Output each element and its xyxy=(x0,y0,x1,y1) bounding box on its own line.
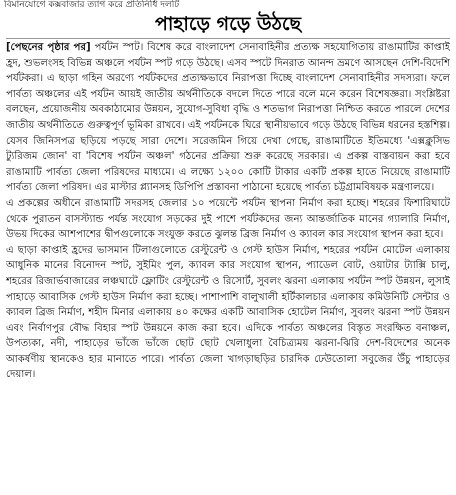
article-body xyxy=(6,40,450,492)
article-paragraph-3: এ ছাড়া কাপ্তাই হ্রদের ভাসমান টিলাগুলোতে রেস্টুরেন্ট ও গেস্ট হাউস নির্মাণ, শহরের পর্যটন মোটেল এলাকায় আধুনিক মানের বিনোদন স্পট, সুইমিং পুল, ক্যাবল কার সংযোগ স্থাপন, প্যাডেল বোট, ওয়াটার ট্যাক্সি চালু, শহরের রিজার্ভবাজারের লঞ্চঘাটে ফ্লোটিং রেস্টুরেন্ট ও রিসোর্ট, সুবলং ঝরনা এলাকায় পর্যটন স্পট উন্নয়ন, লুসাই পাহাড়ে আবাসিক গেস্ট হাউস নির্মাণ করা হচ্ছে। পাশাপাশি বালুখালী হর্টিকালচার এলাকায় কমিউনিটি সেন্টার ও ক্যাবল ব্রিজ নির্মাণ, শহীদ মিনার এলাকায় ৪০ কক্ষের একটি আবাসিক হোটেল নির্মাণ, সুবলং ঝরনা স্পট উন্নয়ন এবং নির্বাণপুর বৌদ্ধ বিহার স্পট উন্নয়নে কাজ করা হবে। এদিকে পার্বত্য অঞ্চলের বিস্তৃত সংরক্ষিত বনাঞ্চল, উপত্যকা, নদী, পাহাড়ের ভাঁজে ভাঁজে ছোট ছোট খেলাধুলা বৈচিত্র্যময় ঝরনা-ঝিরি দেশ-বিদেশের অনেক আকর্ষণীয় স্থানকেও হার মানাতে পারে। পার্বত্য জেলা খাগড়াছড়ির চারদিক ঢেউতোলা সবুজের উঁচু পাহাড়ের দেয়াল। xyxy=(6,244,450,381)
article-headline: পাহাড়ে গড়ে উঠছে xyxy=(154,13,302,35)
article-paragraph-1 xyxy=(6,40,450,196)
continued-tag: [পেছনের পৃষ্ঠার পর] xyxy=(6,42,91,53)
paragraph-1-text: পর্যটন স্পট। বিশেষ করে বাংলাদেশ সেনাবাহিনীর প্রত্যক্ষ সহযোগিতায় রাঙামাটির কাপ্তাই হ্রদ, শুভলংসহ বিভিন্ন অঞ্চলে পর্যটন স্পট গড়ে উঠছে। এসব স্পটে দিনরাত আনন্দ ভ্রমণে আসছেন দেশি-বিদেশি পর্যটকরা। এ ছাড়া গহিন অরণ্যে পর্যটকদের প্রত্যক্ষভাবে নিরাপত্তা দিচ্ছে বাংলাদেশ সেনাবাহিনীর সদস্যরা। ফলে পার্বত্য অঞ্চলের এই পর্যটন আয়ই জাতীয় অর্থনীতিকে বদলে দিতে পারে বলে মনে করেন বিশেষজ্ঞরা। সংশ্লিষ্টরা বলছেন, প্রয়োজনীয় অবকাঠামোর উন্নয়ন, সুযোগ-সুবিধা বৃদ্ধি ও শতভাগ নিরাপত্তা নিশ্চিত করতে পারলে দেশের জাতীয় অর্থনীতিতে গুরুত্বপূর্ণ ভূমিকা রাখবে। এই পর্যটনকে ঘিরে স্থানীয়ভাবে গড়ে উঠছে বিভিন্ন ধরনের হস্তশিল্প। যেসব জিনিসপত্র ছড়িয়ে পড়ছে সারা দেশে। সরেজমিন গিয়ে দেখা গেছে, রাঙামাটিতে ইতিমধ্যে 'এক্সক্লুসিভ ট্যুরিজম জোন' বা 'বিশেষ পর্যটন অঞ্চল' গঠনের প্রক্রিয়া শুরু করেছে সরকার। এ প্রকল্প বাস্তবায়ন করা হবে রাঙামাটি পার্বত্য জেলা পরিষদের মাধ্যমে। এ লক্ষ্যে ১২০০ কোটি টাকার একটি প্রকল্প হাতে নিয়েছে রাঙামাটি পার্বত্য জেলা পরিষদ। এর মাস্টার প্ল্যানসহ ডিপিপি প্রস্তাবনা পাঠানো হয়েছে পার্বত্য চট্টগ্রামবিষয়ক মন্ত্রণালয়ে। xyxy=(6,42,450,194)
headline-rule xyxy=(6,38,450,39)
previous-article-tail xyxy=(0,0,456,11)
article-paragraph-2: এ প্রকল্পের অধীনে রাঙামাটি সদরসহ জেলার ১০ পয়েন্টে পর্যটন স্থাপনা নির্মাণ করা হচ্ছে। শহরের ফিশারিঘাটে থেকে পুরাতন বাসস্ট্যান্ড পর্যন্ত সংযোগ সড়কের দুই পাশে পর্যটকদের জন্য আন্তর্জাতিক মানের গ্যালারি নির্মাণ, উভয় দিকের আশপাশের দ্বীপগুলোকে সংযুক্ত করতে ঝুলন্ত ব্রিজ নির্মাণ ও ক্যাবল কার সংযোগ স্থাপন করা হবে। xyxy=(6,197,450,241)
previous-article-text: বিমানযোগে কক্সবাজার ত্যাগ করে প্রতিনিধি দলটি xyxy=(4,0,180,10)
